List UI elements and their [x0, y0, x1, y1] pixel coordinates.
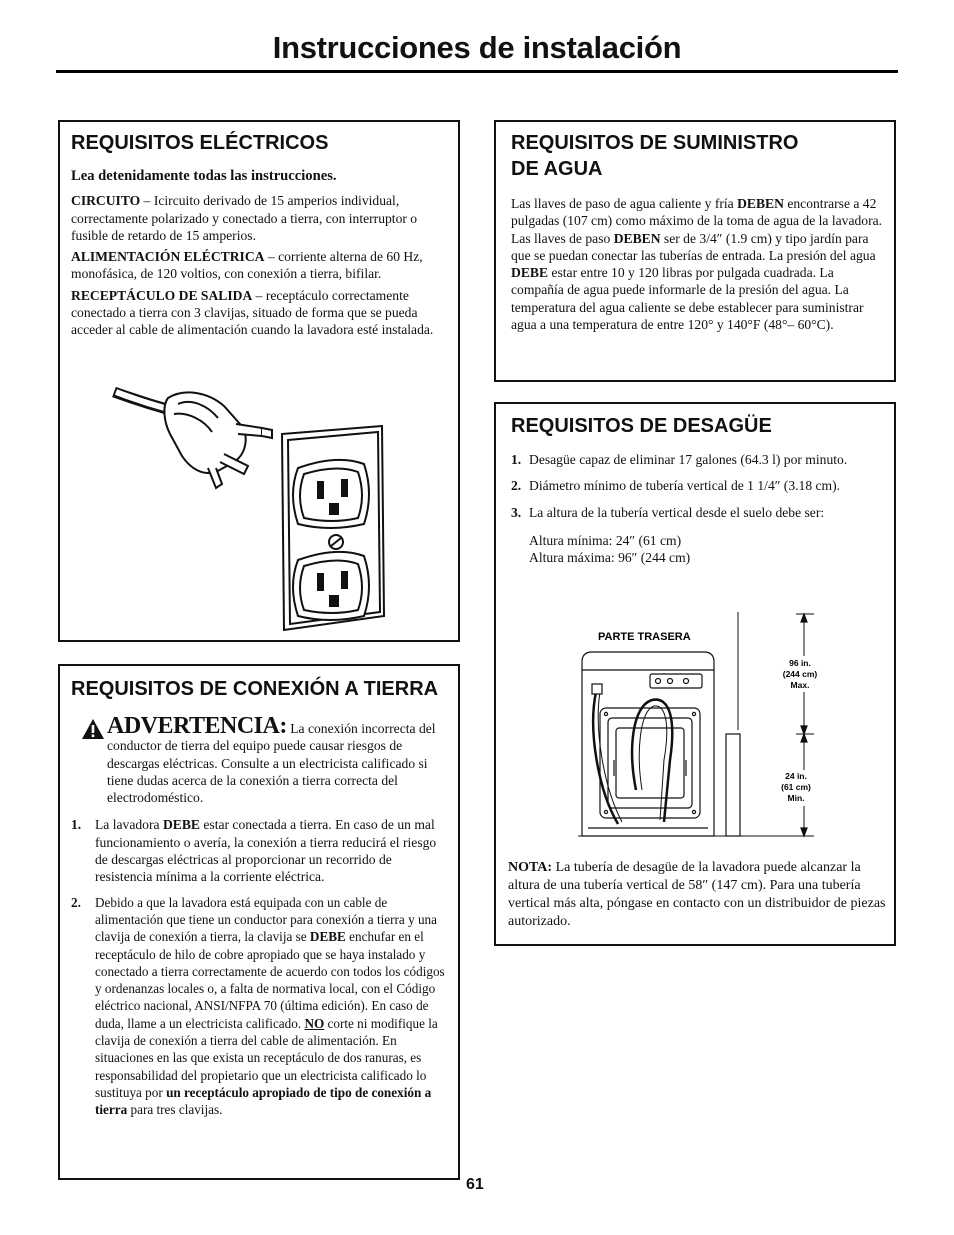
- water-heading: [511, 130, 887, 182]
- outlet-text: – receptáculo correctamente conectado a tierra con 3 clavijas, situado de forma que se pueda acceder al cable de alimentación cuando la lavadora esté instalada.: [71, 287, 434, 338]
- item2-text-e: corte ni modifique la clavija de conexión a tierra del cable de alimentación. En situaciones en las que exista un receptáculo de dos ranuras, es responsabilidad del propietario que un electricista calificado lo sustituya por: [95, 1015, 438, 1100]
- min-label-3: Min.: [787, 793, 805, 803]
- warning-triangle-icon: [81, 718, 105, 740]
- drain-heading: REQUISITOS DE DESAGÜE: [511, 415, 772, 437]
- item2-bold-debe: DEBE: [309, 929, 346, 945]
- plug-and-outlet-icon: [112, 384, 387, 634]
- item-number: 1.: [511, 452, 522, 467]
- electric-intro: Lea detenidamente todas las instrucciones.: [71, 168, 337, 184]
- circuit-paragraph: [71, 192, 451, 244]
- drain-max-height: Altura máxima: 96″ (244 cm): [529, 550, 691, 566]
- item-number: 2.: [71, 894, 81, 910]
- drain-list: [511, 451, 887, 521]
- grounding-heading: REQUISITOS DE CONEXIÓN A TIERRA: [71, 678, 439, 700]
- item2-text-g: para tres clavijas.: [127, 1102, 223, 1118]
- warning-word: ADVERTENCIA:: [107, 713, 287, 739]
- item1-text-c: estar conectada a tierra. En caso de un mal funcionamiento o avería, la conexión a tierra reducirá el riesgo de descargas eléctricas al proporcionar un recorrido de resistencia mínima a la corriente eléctrica.: [95, 817, 437, 885]
- water-paragraph: [511, 195, 887, 333]
- item-text: Diámetro mínimo de tubería vertical de 1 1/4″ (3.18 cm).: [529, 478, 841, 494]
- note-label: NOTA:: [508, 860, 553, 875]
- grounding-requirements-box: [58, 664, 460, 1180]
- water-bold-2: DEBEN: [613, 230, 661, 246]
- water-bold-3: DEBE: [511, 265, 549, 281]
- min-label-2: (61 cm): [781, 782, 811, 792]
- page-title: Instrucciones de instalación: [272, 30, 682, 65]
- drain-requirements-box: [494, 402, 896, 946]
- power-paragraph: [71, 248, 451, 283]
- list-item: [511, 504, 887, 521]
- water-bold-1: DEBEN: [737, 196, 784, 211]
- drain-min-height: Altura mínima: 24″ (61 cm): [529, 532, 682, 548]
- warning-text: La conexión incorrecta del conductor de tierra del equipo puede causar riesgos de descargas eléctricas. Consulte a un electricista calificado si tiene dudas acerca de la conexión a tierra correcta del electrodoméstico.: [107, 721, 436, 806]
- item-text: La altura de la tubería vertical desde el suelo debe ser:: [529, 504, 825, 520]
- warning-text-block: [107, 713, 449, 806]
- circuit-label: CIRCUITO: [71, 193, 141, 209]
- item1-text-a: La lavadora: [95, 817, 163, 833]
- water-heading-line1: REQUISITOS DE SUMINISTRO: [511, 132, 799, 154]
- title-rule: [56, 70, 898, 73]
- item2-text-a: Debido a que la lavadora está equipada con un cable de alimentación que tiene un conductor para conexión a tierra y una clavija de conexión a tierra, la clavija se: [95, 894, 437, 945]
- water-heading-line2: DE AGUA: [511, 158, 603, 180]
- outlet-paragraph: [71, 287, 451, 339]
- drain-note: [508, 859, 888, 931]
- electric-requirements-box: [58, 120, 460, 642]
- power-label: ALIMENTACIÓN ELÉCTRICA: [71, 249, 265, 265]
- rear-label: PARTE TRASERA: [598, 631, 691, 643]
- water-text-3: ser de 3/4″ (1.9 cm) y tipo jardín para que se puedan conectar las tuberías de entrada. La presión del agua: [511, 230, 876, 263]
- grounding-list: [71, 816, 449, 1118]
- item1-bold: DEBE: [162, 817, 200, 833]
- standpipe-diagram: [578, 610, 818, 846]
- circuit-text: – Icircuito derivado de 15 amperios individual, correctamente polarizado y conectado a tierra, con interruptor o fusible de retardo de 15 amperios.: [71, 193, 418, 243]
- min-label-1: 24 in.: [785, 771, 807, 781]
- water-text-2: encontrarse a 42 pulgadas (107 cm) como máximo de la toma de agua de la lavadora. Las llaves de paso: [511, 196, 883, 246]
- item2-bold-receptacle: un receptáculo apropiado de tipo de conexión a tierra: [95, 1084, 432, 1118]
- water-text-1: Las llaves de paso de agua caliente y fría: [511, 196, 738, 211]
- max-label-1: 96 in.: [789, 658, 811, 668]
- list-item: [71, 816, 449, 885]
- list-item: [511, 451, 887, 468]
- item-text: Desagüe capaz de eliminar 17 galones (64.3 l) por minuto.: [529, 452, 848, 467]
- item2-bold-no: NO: [304, 1015, 325, 1031]
- item-number: 2.: [511, 478, 522, 494]
- warning-block: [71, 713, 449, 806]
- max-label-3: Max.: [790, 680, 810, 690]
- water-supply-box: [494, 120, 896, 382]
- item-number: 1.: [71, 817, 82, 833]
- list-item: [511, 477, 887, 494]
- page-number: 61: [466, 1176, 484, 1193]
- list-item: [71, 894, 449, 1119]
- power-text: – corriente alterna de 60 Hz, monofásica, de 120 voltios, con conexión a tierra, bifilar.: [71, 249, 423, 282]
- electric-heading: REQUISITOS ELÉCTRICOS: [71, 132, 329, 154]
- max-label-2: (244 cm): [782, 669, 818, 679]
- water-text-4: estar entre 10 y 120 libras por pulgada cuadrada. La compañía de agua puede informarle de la presión del agua. La temperatura del agua caliente se debe establecer para suministrar agua a una temperatura de entre 120° y 140°F (48°– 60°C).: [511, 265, 864, 333]
- item-number: 3.: [511, 504, 522, 520]
- outlet-label: RECEPTÁCULO DE SALIDA: [71, 287, 253, 303]
- item2-text-c: enchufar en el receptáculo de hilo de cobre apropiado que se haya instalado y conectado a tierra correctamente de acuerdo con todos los códigos y ordenanzas locales o, a falta de normativa local, con el Código eléctrico nacional, ANSI/NFPA 70 (última edición). En caso de duda, llame a un electricista calificado.: [95, 929, 445, 1031]
- note-text: La tubería de desagüe de la lavadora puede alcanzar la altura de una tubería vertical de 58″ (147 cm). Para una tubería vertical más alta, póngase en contacto con un distribuidor de piezas autorizado.: [508, 860, 886, 929]
